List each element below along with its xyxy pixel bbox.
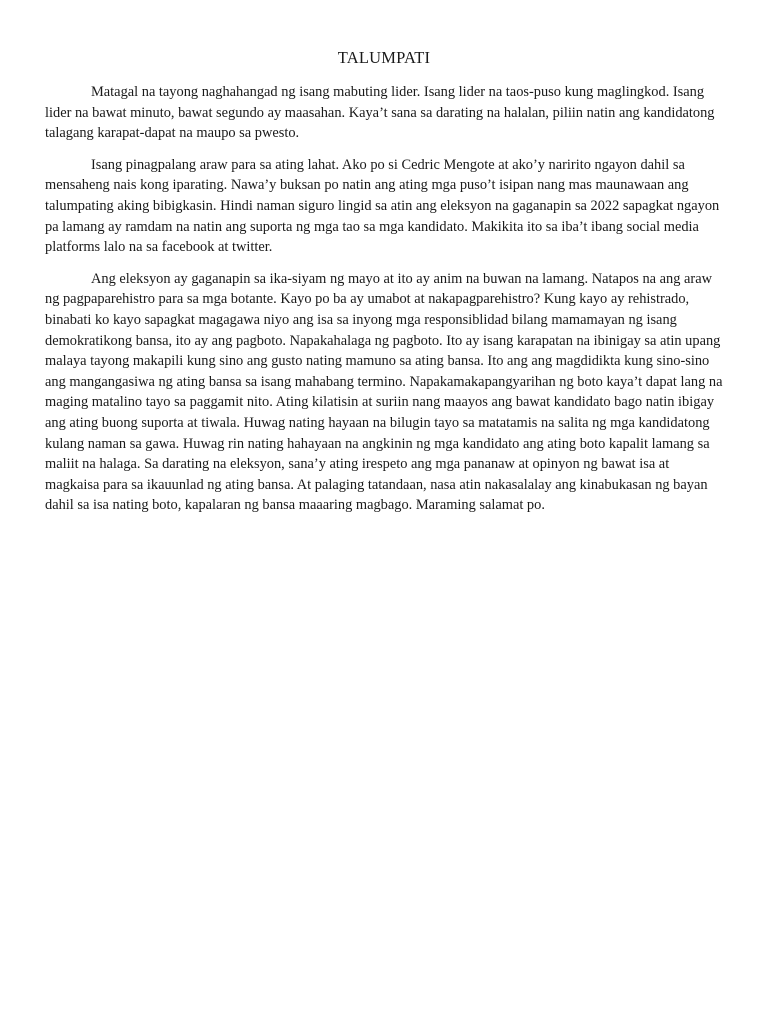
paragraph-intro: Matagal na tayong naghahangad ng isang mabuting lider. Isang lider na taos-puso kung maglingkod. Isang lider na bawat minuto, bawat segundo ay maasahan. Kaya’t sana sa darating na halalan, piliin natin ang kandidatong talagang karapat-dapat na maupo sa pwesto. <box>45 84 715 142</box>
document-title: TALUMPATI <box>337 48 431 67</box>
paragraph-greeting: Isang pinagpalang araw para sa ating lahat. Ako po si Cedric Mengote at ako’y naririto ngayon dahil sa mensaheng nais kong iparating. Nawa’y buksan po natin ang ating mga puso’t isipan nang mas maunawaan ang talumpating aking bibigkasin. Hindi naman siguro lingid sa atin ang eleksyon na gaganapin sa 2022 sapagkat ngayon pa lamang ay ramdam na natin ang suporta ng mga tao sa mga kandidato. Makikita ito sa iba’t ibang social media platforms lalo na sa facebook at twitter. <box>45 156 720 256</box>
document-body <box>45 82 725 527</box>
paragraph-election: Ang eleksyon ay gaganapin sa ika-siyam ng mayo at ito ay anim na buwan na lamang. Natapos na ang araw ng pagpaparehistro para sa mga botante. Kayo po ba ay umabot at nakapagparehistro? Kung kayo ay rehistrado, binabati ko kayo sapagkat magagawa niyo ang isa sa inyong mga responsiblidad bilang mamamayan ng isang demokratikong bansa, ito ay ang pagboto. Napakahalaga ng pagboto. Ito ay isang karapatan na ibinigay sa atin upang malaya tayong makapili kung sino ang gusto nating mamuno sa ating bansa. Ito ang ang magdidikta kung sino-sino ang mangangasiwa ng ating bansa sa isang mahabang termino. Napakamakapangyarihan ng boto kaya’t dapat lang na maging matalino tayo sa paggamit nito. Ating kilatisin at suriin nang maayos ang bawat kandidato bago natin ibigay ang ating buong suporta at tiwala. Huwag nating hayaan na bilugin tayo sa matatamis na salita ng mga kandidatong kulang naman sa gawa. Huwag rin nating hahayaan na angkinin ng mga kandidato ang ating boto kapalit lamang sa maliit na halaga. Sa darating na eleksyon, sana’y ating irespeto ang mga pananaw at opinyon ng bawat isa at magkaisa para sa ikauunlad ng ating bansa. At palaging tatandaan, nasa atin nakasalalay ang kinabukasan ng bayan dahil sa isa nating boto, kapalaran ng bansa maaaring magbago. Maraming salamat po. <box>45 270 723 514</box>
